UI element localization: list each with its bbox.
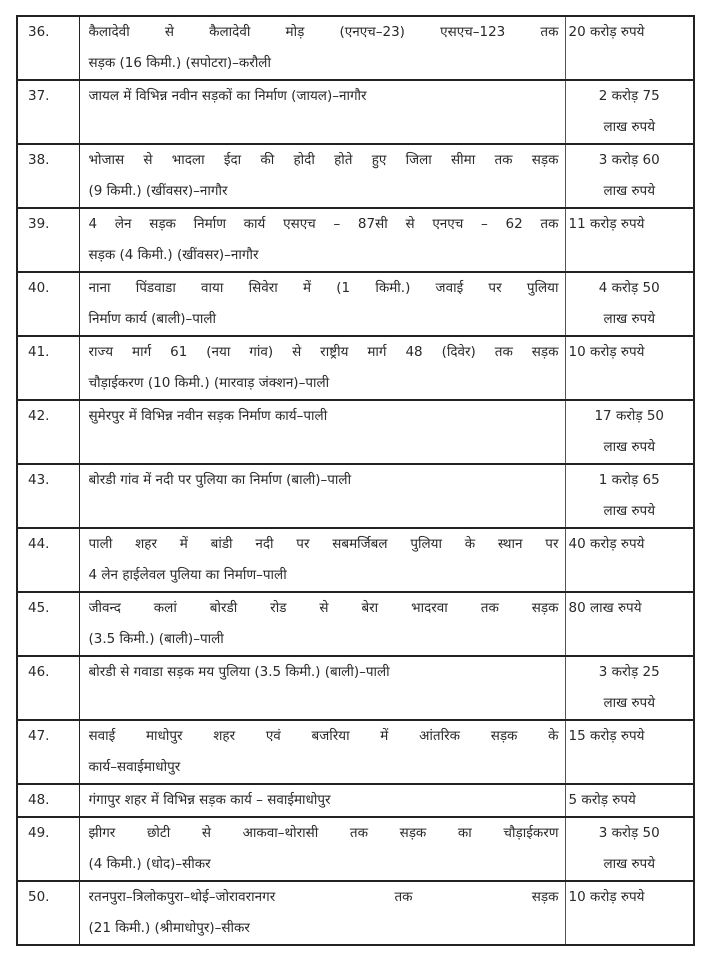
table-row [17,144,694,208]
table-row [17,336,694,400]
table-row [17,592,694,656]
table-row [17,784,694,817]
amount-line-2: लाख रुपये [603,503,656,519]
amount-line-1: 5 करोड़ रुपये [568,792,636,808]
amount-line-1: 40 करोड़ रुपये [568,536,645,552]
description-line-1: रतनपुरा–त्रिलोकपुरा–थोई–जोरावरानगर तक सड़क [88,889,559,905]
description-line-1: नाना पिंडवाडा वाया सिवेरा में (1 किमी.) जवाई पर पुलिया [88,280,559,296]
project-description [79,464,565,528]
amount-line-2: लाख रुपये [603,119,656,135]
project-description [79,784,565,817]
description-line-2: सड़क (4 किमी.) (खींवसर)–नागौर [88,247,259,263]
amount-line-1: 4 करोड़ 50 [598,280,660,296]
sanctioned-amount [565,784,694,817]
project-description [79,720,565,784]
table-row [17,400,694,464]
amount-line-1: 17 करोड़ 50 [594,408,665,424]
sanctioned-amount [565,817,694,881]
serial-number: 37. [17,80,79,144]
amount-line-2: लाख रुपये [603,695,656,711]
sanctioned-amount [565,592,694,656]
table-row [17,528,694,592]
serial-number: 50. [17,881,79,945]
project-description [79,592,565,656]
description-line-2: (9 किमी.) (खींवसर)–नागौर [88,183,228,199]
project-description [79,656,565,720]
amount-line-2: लाख रुपये [603,439,656,455]
project-description [79,272,565,336]
serial-number: 47. [17,720,79,784]
description-line-2: (21 किमी.) (श्रीमाधोपुर)–सीकर [88,920,250,936]
description-line-1: सवाई माधोपुर शहर एवं बजरिया में आंतरिक सड़क के [88,728,559,744]
sanctioned-amount [565,336,694,400]
sanctioned-amount [565,881,694,945]
table-row [17,817,694,881]
description-line-2: निर्माण कार्य (बाली)–पाली [88,311,217,327]
serial-number: 45. [17,592,79,656]
sanctioned-amount [565,144,694,208]
sanctioned-amount [565,528,694,592]
description-line-1: 4 लेन सड़क निर्माण कार्य एसएच – 87सी से एनएच – 62 तक [88,216,559,232]
table-row [17,208,694,272]
table-row [17,720,694,784]
amount-line-1: 2 करोड़ 75 [598,88,660,104]
description-line-2: (4 किमी.) (धोद)–सीकर [88,856,211,872]
amount-line-1: 20 करोड़ रुपये [568,24,645,40]
description-line-2: कार्य–सवाईमाधोपुर [88,759,181,775]
table-body [17,16,694,945]
description-line-1: जीवन्द कलां बोरडी रोड से बेरा भादरवा तक सड़क [88,600,559,616]
table-row [17,881,694,945]
project-description [79,144,565,208]
project-description [79,528,565,592]
amount-line-1: 10 करोड़ रुपये [568,889,645,905]
description-line-1: जायल में विभिन्न नवीन सड़कों का निर्माण (जायल)–नागौर [88,88,367,104]
project-description [79,881,565,945]
serial-number: 41. [17,336,79,400]
description-line-2: 4 लेन हाईलेवल पुलिया का निर्माण–पाली [88,567,287,583]
amount-line-1: 3 करोड़ 25 [598,664,660,680]
description-line-1: बोरडी गांव में नदी पर पुलिया का निर्माण (बाली)–पाली [88,472,352,488]
amount-line-1: 10 करोड़ रुपये [568,344,645,360]
amount-line-1: 3 करोड़ 50 [598,825,660,841]
sanctioned-amount [565,656,694,720]
description-line-1: पाली शहर में बांडी नदी पर सबमर्जिबल पुलिया के स्थान पर [88,536,559,552]
sanctioned-amount [565,208,694,272]
sanctioned-amount [565,80,694,144]
amount-line-1: 15 करोड़ रुपये [568,728,645,744]
description-line-1: बोरडी से गवाडा सड़क मय पुलिया (3.5 किमी.) (बाली)–पाली [88,664,390,680]
amount-line-2: लाख रुपये [603,856,656,872]
project-description [79,16,565,80]
table-row [17,464,694,528]
sanctioned-amount [565,400,694,464]
serial-number: 42. [17,400,79,464]
sanctioned-amount [565,720,694,784]
serial-number: 36. [17,16,79,80]
description-line-2: (3.5 किमी.) (बाली)–पाली [88,631,224,647]
road-projects-table [16,15,695,946]
project-description [79,817,565,881]
description-line-2: सड़क (16 किमी.) (सपोटरा)–करौली [88,55,271,71]
table-row [17,16,694,80]
amount-line-1: 80 लाख रुपये [568,600,642,616]
sanctioned-amount [565,16,694,80]
serial-number: 44. [17,528,79,592]
description-line-1: झीगर छोटी से आकवा–थोरासी तक सड़क का चौड़ाईकरण [88,825,559,841]
project-description [79,336,565,400]
serial-number: 49. [17,817,79,881]
amount-line-1: 3 करोड़ 60 [598,152,660,168]
serial-number: 46. [17,656,79,720]
amount-line-2: लाख रुपये [603,311,656,327]
description-line-1: सुमेरपुर में विभिन्न नवीन सड़क निर्माण कार्य–पाली [88,408,328,424]
description-line-1: राज्य मार्ग 61 (नया गांव) से राष्ट्रीय मार्ग 48 (दिवेर) तक सड़क [88,344,559,360]
table-row [17,272,694,336]
table-row [17,656,694,720]
project-description [79,80,565,144]
serial-number: 43. [17,464,79,528]
serial-number: 38. [17,144,79,208]
project-description [79,400,565,464]
serial-number: 48. [17,784,79,817]
table-row [17,80,694,144]
project-description [79,208,565,272]
amount-line-2: लाख रुपये [603,183,656,199]
amount-line-1: 11 करोड़ रुपये [568,216,645,232]
description-line-1: गंगापुर शहर में विभिन्न सड़क कार्य – सवाईमाधोपुर [88,792,331,808]
description-line-1: भोजास से भादला ईदा की होदी होते हुए जिला सीमा तक सड़क [88,152,559,168]
description-line-1: कैलादेवी से कैलादेवी मोड़ (एनएच–23) एसएच–123 तक [88,24,559,40]
amount-line-1: 1 करोड़ 65 [598,472,660,488]
serial-number: 40. [17,272,79,336]
sanctioned-amount [565,272,694,336]
serial-number: 39. [17,208,79,272]
sanctioned-amount [565,464,694,528]
description-line-2: चौड़ाईकरण (10 किमी.) (मारवाड़ जंक्शन)–पाली [88,375,330,391]
